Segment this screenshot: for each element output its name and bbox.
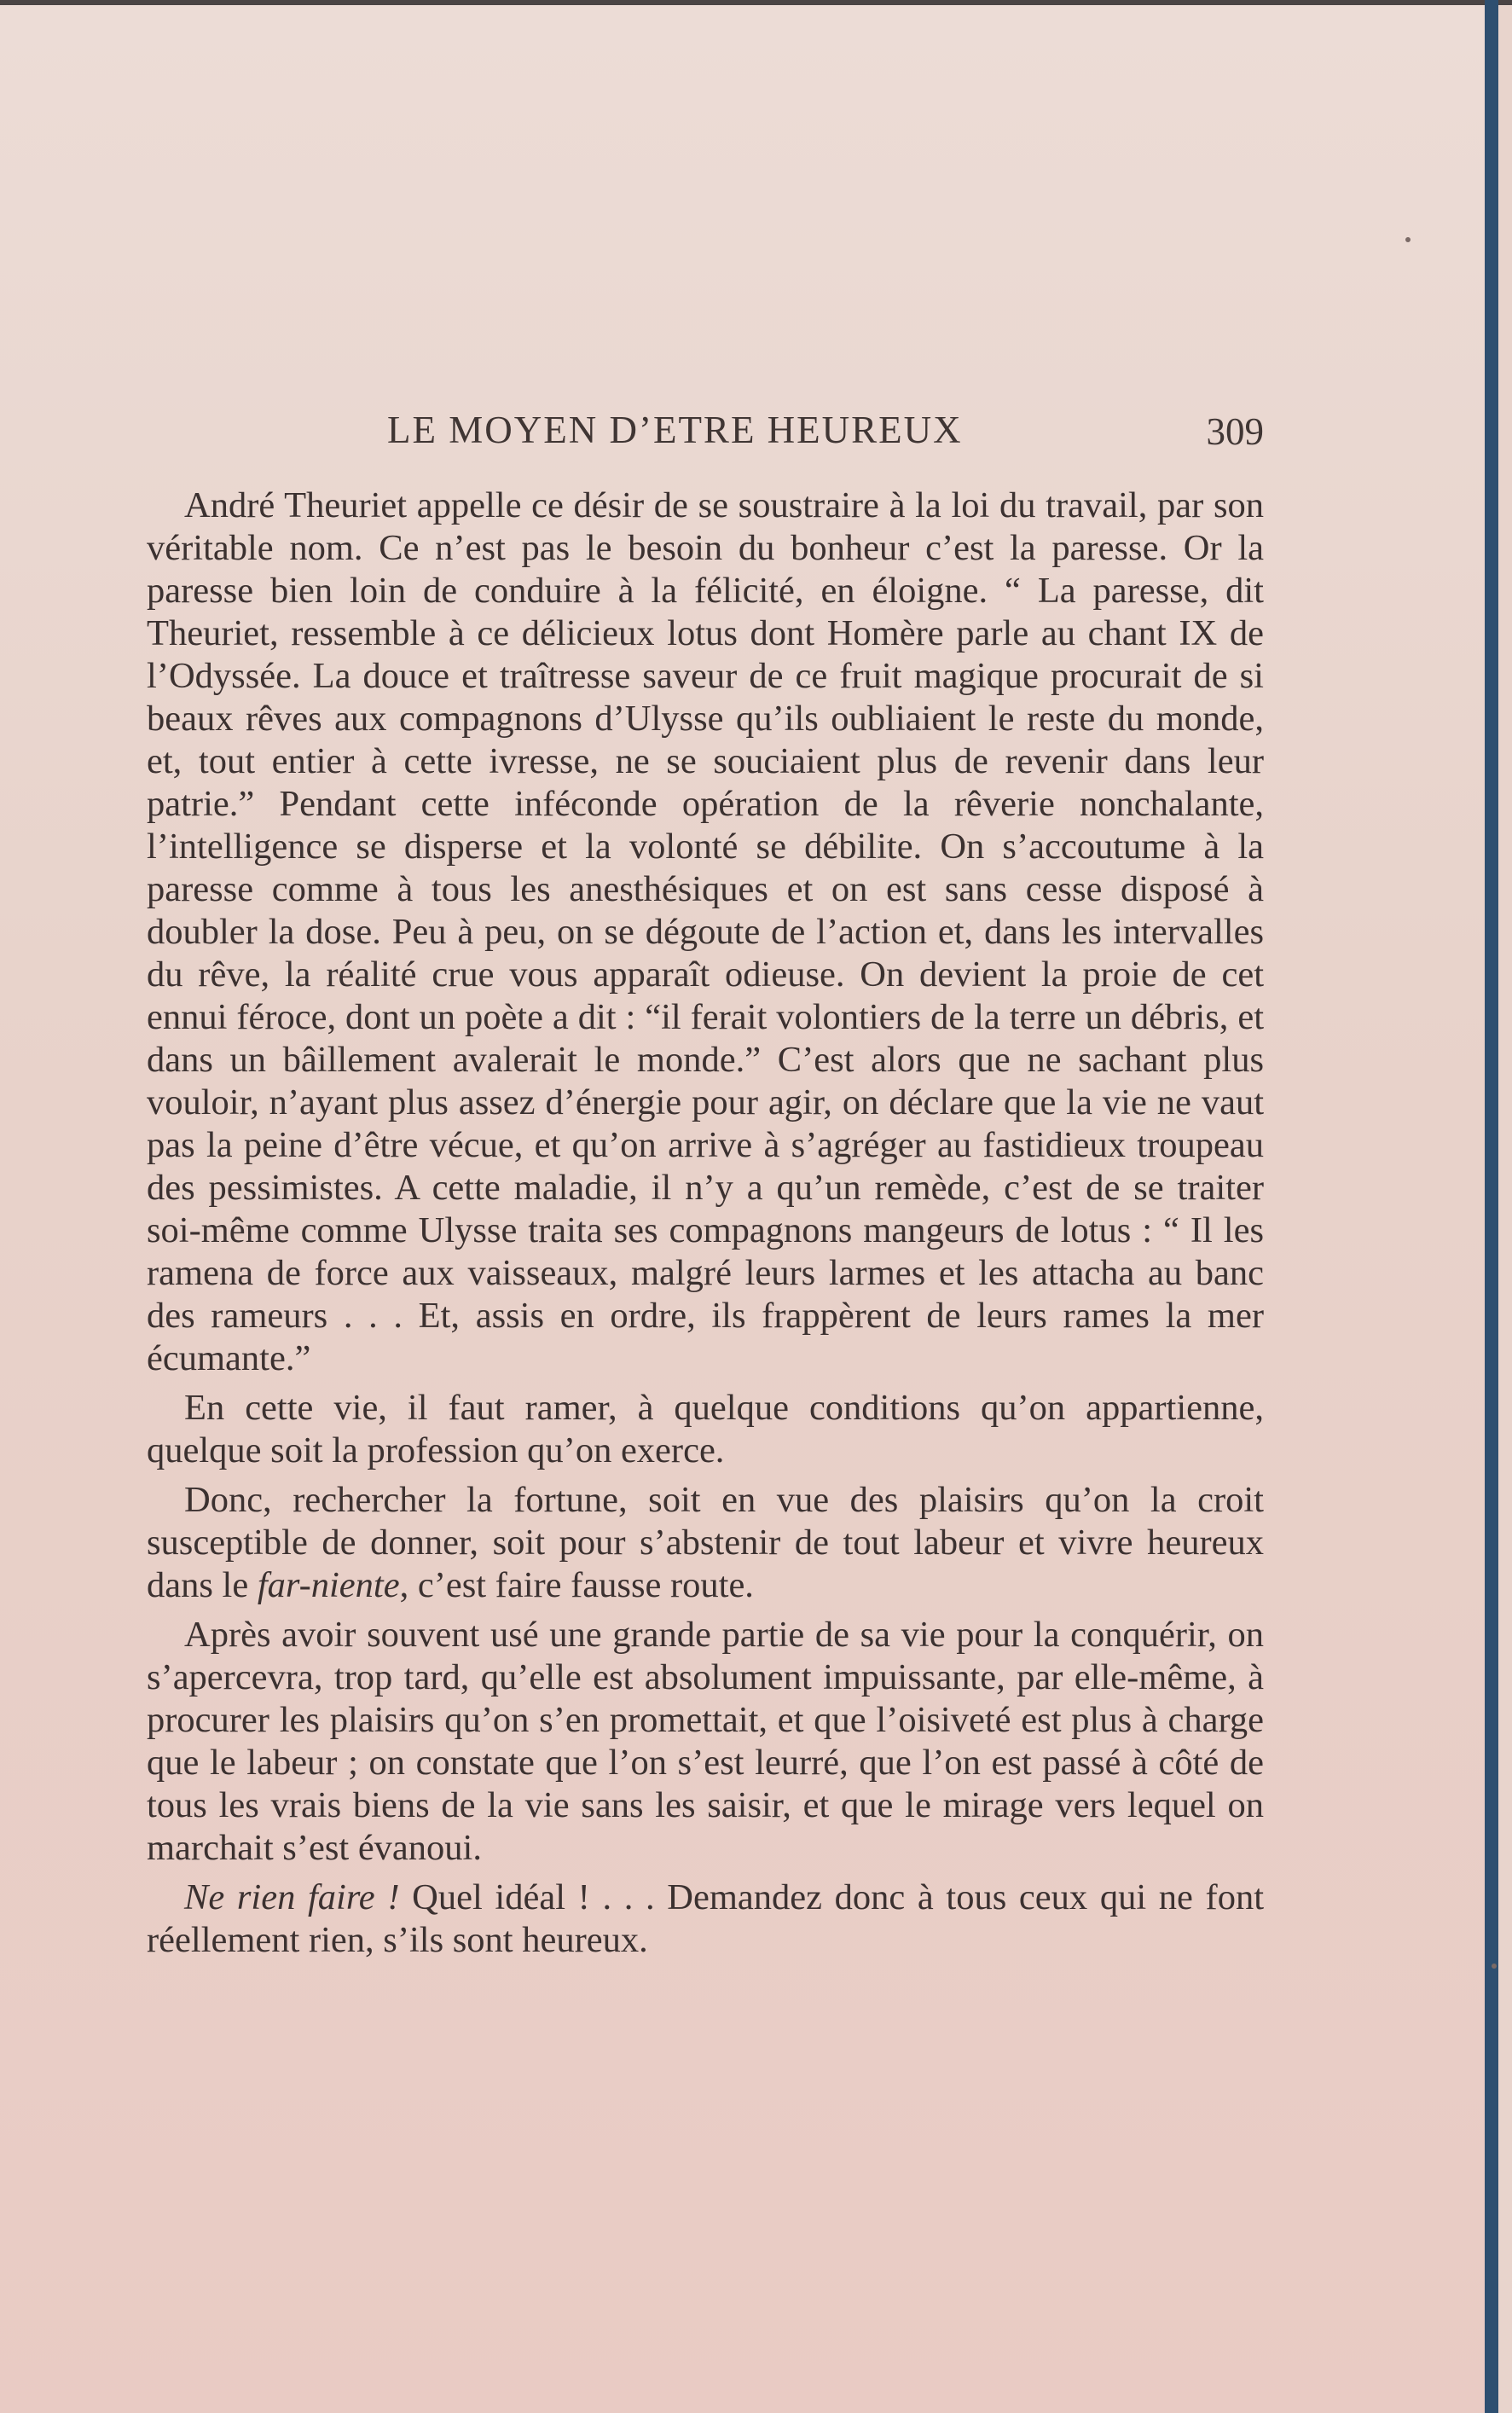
italic-text: Ne rien faire ! xyxy=(184,1877,400,1917)
running-head xyxy=(147,408,1264,459)
scan-border xyxy=(1485,0,1498,2413)
paragraph xyxy=(147,1876,1264,1962)
text-run: André Theuriet appelle ce désir de se soustraire à la loi du travail, par son véritable nom. Ce n’est pas le besoin du bonheur c’est la paresse. Or la paresse bien loin de conduire à la félicité, en éloigne. “ La paresse, dit Theuriet, ressemble à ce délicieux lotus dont Homère parle au chant IX de l’Odyssée. La douce et traîtresse saveur de ce fruit magique procurait de si beaux rêves aux compagnons d’Ulysse qu’ils oubliaient le reste du monde, et, tout entier à cette ivresse, ne se souciaient plus de revenir dans leur patrie.” Pendant cette inféconde opération de la rêverie nonchalante, l’intelligence se disperse et la volonté se débilite. On s’accoutume à la paresse comme à tous les anesthésiques et on est sans cesse disposé à doubler la dose. Peu à peu, on se dégoute de l’action et, dans les intervalles du rêve, la réalité crue vous apparaît odieuse. On devient la proie de cet ennui féroce, dont un poète a dit : “il ferait volontiers de la terre un débris, et dans un bâillement avalerait le monde.” C’est alors que ne sachant plus vouloir, n’ayant plus assez d’énergie pour agir, on déclare que la vie ne vaut pas la peine d’être vécue, et qu’on arrive à s’agréger au fastidieux troupeau des pessimistes. A cette maladie, il n’y a qu’un remède, c’est de se traiter soi-même comme Ulysse traita ses compagnons mangeurs de lotus : “ Il les ramena de force aux vaisseaux, malgré leurs larmes et les attacha au banc des rameurs . . . Et, assis en ordre, ils frappèrent de leurs rames la mer écumante.” xyxy=(147,485,1264,1378)
text-body xyxy=(147,484,1264,1969)
paragraph xyxy=(147,1614,1264,1870)
paragraph xyxy=(147,484,1264,1380)
text-run: , c’est faire fausse route. xyxy=(399,1565,754,1605)
running-title: LE MOYEN D’ETRE HEUREUX xyxy=(387,409,963,451)
text-run: Après avoir souvent usé une grande partie de sa vie pour la conquérir, on s’apercevra, trop tard, qu’elle est absolument impuissante, par elle-même, à procurer les plaisirs qu’on s’en promettait, et que l’oisiveté est plus à charge que le labeur ; on constate que l’on s’est leurré, que l’on est passé à côté de tous les vrais biens de la vie sans les saisir, et que le mirage vers lequel on marchait s’est évanoui. xyxy=(147,1615,1264,1868)
paragraph xyxy=(147,1387,1264,1472)
page-top-edge xyxy=(0,0,1512,5)
text-run: Quel idéal ! . . . Demandez donc à tous ceux qui ne font réellement rien, s’ils sont heureux. xyxy=(147,1877,1265,1960)
paper-speck xyxy=(1405,237,1411,242)
paper-speck xyxy=(1492,1963,1497,1969)
italic-text: far-niente xyxy=(257,1565,400,1605)
page-number: 309 xyxy=(1206,410,1264,453)
paragraph xyxy=(147,1479,1264,1607)
text-run: Donc, rechercher la fortune, soit en vue des plaisirs qu’on la croit susceptible de donner, soit pour s’abstenir de tout labeur et vivre heureux dans le xyxy=(147,1480,1264,1605)
text-run: En cette vie, il faut ramer, à quelque conditions qu’on appartienne, quelque soit la profession qu’on exerce. xyxy=(147,1388,1264,1470)
